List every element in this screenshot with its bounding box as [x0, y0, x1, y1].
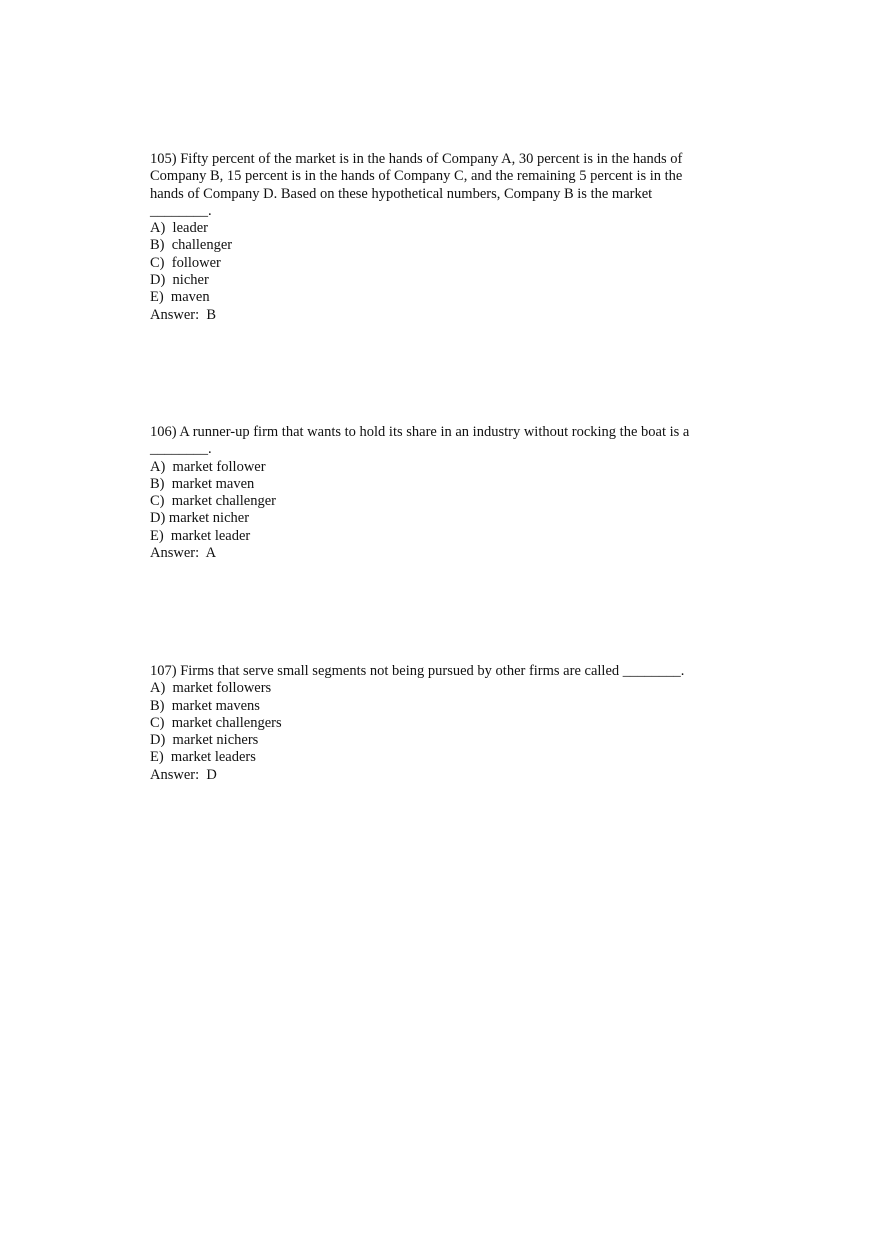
stem-line: ________.	[150, 202, 212, 219]
stem-line: 107) Firms that serve small segments not being pursued by other firms are called ________.	[150, 663, 685, 679]
option-e: E) market leaders	[150, 749, 256, 766]
answer-key: Answer: A	[150, 545, 217, 562]
option-d: D) nicher	[150, 272, 209, 289]
answer-options	[150, 680, 710, 766]
option-e: E) market leader	[150, 527, 251, 544]
option-b: B) challenger	[150, 237, 233, 254]
question-107	[150, 663, 710, 784]
answer-options	[150, 220, 710, 306]
option-a: A) market follower	[150, 458, 266, 475]
stem-line: 105) Fifty percent of the market is in the hands of Company A, 30 percent is in the hands of	[150, 151, 683, 167]
question-stem	[150, 424, 710, 459]
option-e: E) maven	[150, 289, 210, 306]
answer-key: Answer: B	[150, 306, 217, 323]
question-105	[150, 151, 710, 324]
answer-key: Answer: D	[150, 766, 217, 783]
option-c: C) market challenger	[150, 493, 277, 510]
question-stem	[150, 151, 710, 220]
option-a: A) leader	[150, 220, 208, 237]
stem-line: 106) A runner-up firm that wants to hold its share in an industry without rocking the boat is a	[150, 424, 690, 440]
option-b: B) market mavens	[150, 697, 260, 714]
option-c: C) follower	[150, 254, 221, 271]
option-d: D) market nicher	[150, 510, 250, 527]
option-b: B) market maven	[150, 475, 255, 492]
question-106	[150, 424, 710, 562]
question-stem	[150, 663, 710, 680]
option-d: D) market nichers	[150, 732, 259, 749]
stem-line: Company B, 15 percent is in the hands of Company C, and the remaining 5 percent is in the	[150, 168, 683, 185]
answer-options	[150, 459, 710, 545]
stem-line: hands of Company D. Based on these hypothetical numbers, Company B is the market	[150, 185, 653, 202]
option-c: C) market challengers	[150, 714, 282, 731]
stem-line: ________.	[150, 441, 212, 458]
option-a: A) market followers	[150, 680, 272, 697]
